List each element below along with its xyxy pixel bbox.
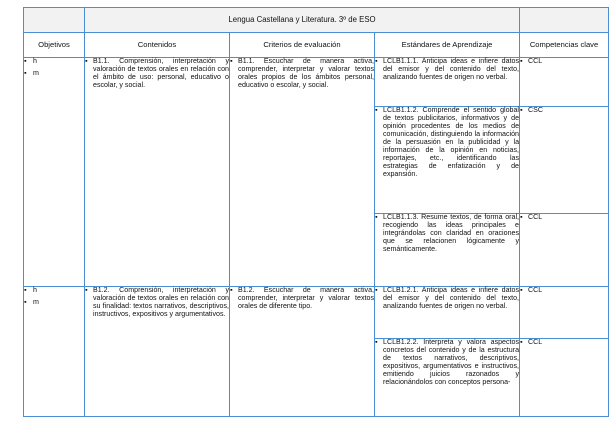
header-estandares: Estándares de Aprendizaje <box>375 33 520 58</box>
bullet-icon: ▪ <box>24 286 27 294</box>
contenido-text: B1.2. Comprensión, interpretación y valoración de textos orales en relación con su finalidad: textos narrativos, descriptivos, instructivos, expositivos y argumentativos. <box>93 286 229 318</box>
header-objetivos: Objetivos <box>24 33 85 58</box>
title-row <box>24 8 609 33</box>
bullet-icon: ▪ <box>85 286 88 294</box>
objetivo-label: m <box>33 298 39 306</box>
estandar-text: LCLB1.1.3. Resume textos, de forma oral, recogiendo las ideas principales e integrándolas con claridad en oraciones que se relacionen lógicamente y semánticamente. <box>383 213 520 253</box>
objetivos-cell <box>24 287 85 417</box>
bullet-icon: ▪ <box>520 338 523 346</box>
competencia-label: CCL <box>528 338 543 346</box>
estandar-text: LCLB1.1.2. Comprende el sentido global de textos publicitarios, informativos y de opinión procedentes de los medios de comunicación, distinguiendo la información de la persuasión en la publicidad y la información de la opinión en noticias, reportajes, etc., identificando las estrategias de enfatización y de expansión. <box>383 106 520 178</box>
bullet-icon: ▪ <box>24 57 27 65</box>
bullet-icon: ▪ <box>230 57 233 65</box>
header-contenidos: Contenidos <box>85 33 230 58</box>
column-header-row <box>24 33 609 58</box>
title-blank-cell <box>24 8 85 33</box>
criterio-cell <box>230 58 375 287</box>
curriculum-table <box>23 7 609 417</box>
criterio-cell <box>230 287 375 417</box>
criterio-text: B1.1. Escuchar de manera activa, comprender, interpretar y valorar textos orales propios de los ámbitos personal, educativo o escolar, y social. <box>238 57 374 89</box>
criterio-text: B1.2. Escuchar de manera activa, comprender, interpretar y valorar textos orales de diferente tipo. <box>238 286 374 310</box>
competencia-label: CCL <box>528 286 543 294</box>
estandar-cell <box>375 107 520 214</box>
competencia-cell <box>520 58 609 107</box>
table-row <box>24 58 609 107</box>
bullet-icon: ▪ <box>520 286 523 294</box>
table-title: Lengua Castellana y Literatura. 3º de ESO <box>85 8 520 33</box>
objetivo-label: h <box>33 286 37 294</box>
table-row <box>24 287 609 339</box>
contenido-cell <box>85 58 230 287</box>
bullet-icon: ▪ <box>520 106 523 114</box>
bullet-icon: ▪ <box>375 213 378 221</box>
estandar-text: LCLB1.1.1. Anticipa ideas e infiere datos del emisor y del contenido del texto, analizando fuentes de origen no verbal. <box>383 57 520 81</box>
estandar-cell <box>375 58 520 107</box>
objetivo-label: m <box>33 69 39 77</box>
objetivos-cell <box>24 58 85 287</box>
bullet-icon: ▪ <box>375 286 378 294</box>
objetivo-item <box>24 70 84 82</box>
estandar-cell <box>375 339 520 417</box>
bullet-icon: ▪ <box>24 298 27 306</box>
bullet-icon: ▪ <box>375 338 378 346</box>
competencia-cell <box>520 214 609 287</box>
title-blank-cell <box>520 8 609 33</box>
estandar-cell <box>375 214 520 287</box>
competencia-cell <box>520 287 609 339</box>
estandar-cell <box>375 287 520 339</box>
competencia-cell <box>520 339 609 417</box>
estandar-text: LCLB1.2.1. Anticipa ideas e infiere datos del emisor y del contenido del texto, analizando fuentes de origen no verbal. <box>383 286 520 310</box>
estandar-text: LCLB1.2.2. Interpreta y valora aspectos concretos del contenido y de la estructura de textos narrativos, descriptivos, expositivos, argumentativos e instructivos, emitiendo juicios razonados y relacionándolos con conceptos persona- <box>383 338 520 386</box>
bullet-icon: ▪ <box>85 57 88 65</box>
header-competencias: Competencias clave <box>520 33 609 58</box>
bullet-icon: ▪ <box>520 213 523 221</box>
objetivo-label: h <box>33 57 37 65</box>
bullet-icon: ▪ <box>520 57 523 65</box>
competencia-label: CCL <box>528 57 543 65</box>
bullet-icon: ▪ <box>230 286 233 294</box>
bullet-icon: ▪ <box>24 69 27 77</box>
competencia-label: CCL <box>528 213 543 221</box>
contenido-cell <box>85 287 230 417</box>
bullet-icon: ▪ <box>375 106 378 114</box>
bullet-icon: ▪ <box>375 57 378 65</box>
competencia-cell <box>520 107 609 214</box>
header-criterios: Criterios de evaluación <box>230 33 375 58</box>
competencia-label: CSC <box>528 106 543 114</box>
contenido-text: B1.1. Comprensión, interpretación y valoración de textos orales en relación con el ámbito de uso: personal, educativo o escolar, y social. <box>93 57 229 89</box>
objetivo-item <box>24 299 84 311</box>
